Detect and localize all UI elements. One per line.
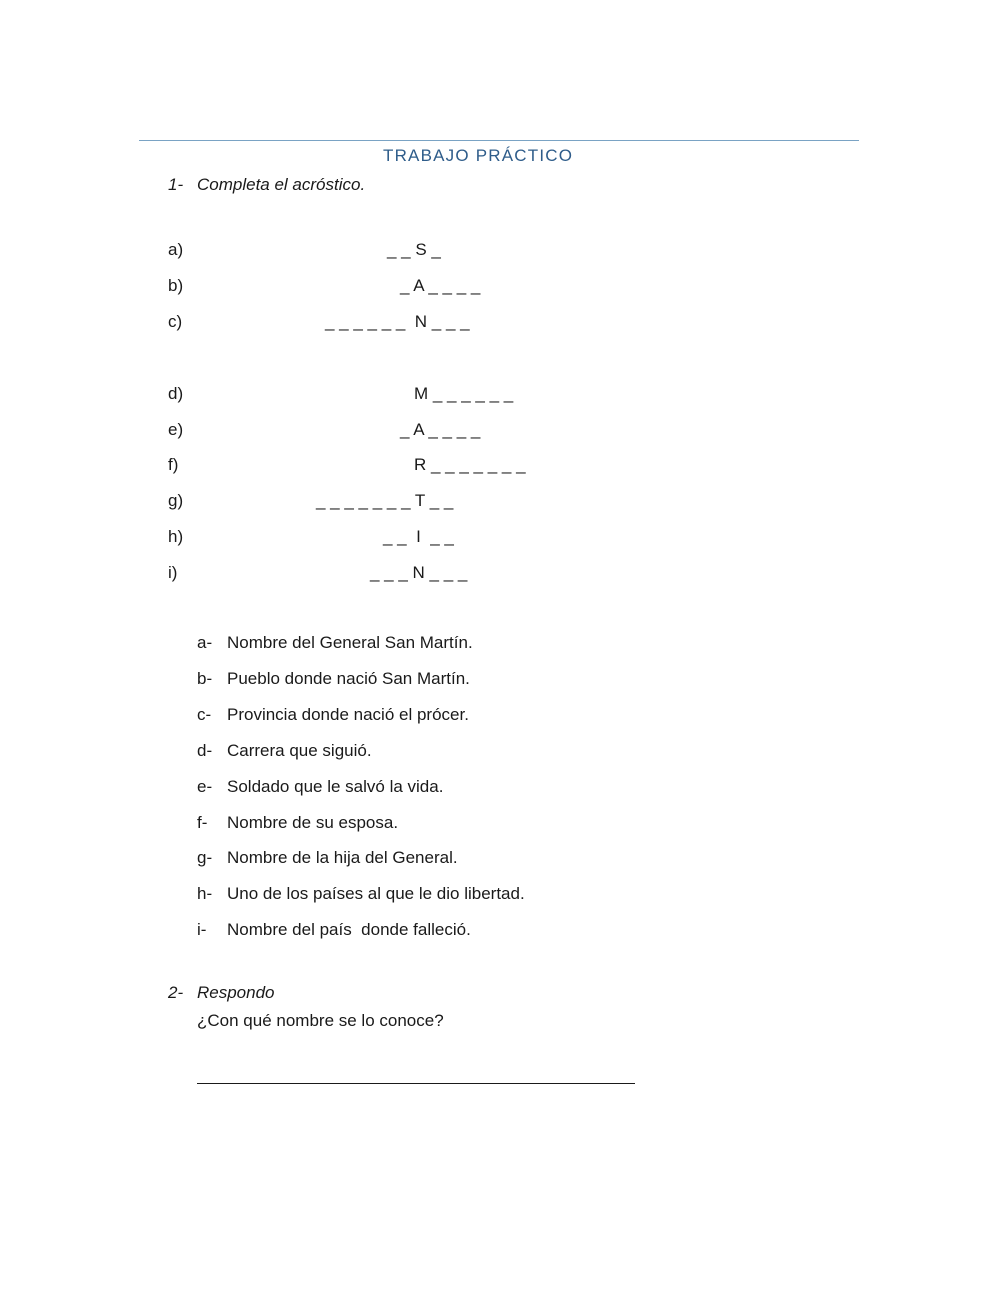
clue-text-g: Nombre de la hija del General.	[227, 848, 458, 867]
clue-text-b: Pueblo donde nació San Martín.	[227, 669, 470, 688]
answer-line[interactable]	[197, 1083, 635, 1084]
acrostic-label-e: e)	[168, 420, 184, 439]
clue-label-g: g-	[197, 848, 213, 867]
acrostic-pattern-d: M _ _ _ _ _ _	[414, 384, 514, 403]
acrostic-pattern-h: _ _ I _ _	[383, 527, 454, 546]
acrostic-label-h: h)	[168, 527, 184, 546]
q2-instruction: Respondo	[197, 983, 275, 1002]
acrostic-pattern-g: _ _ _ _ _ _ _ T _ _	[316, 491, 454, 510]
acrostic-label-b: b)	[168, 276, 184, 295]
acrostic-pattern-e: _ A _ _ _ _	[400, 420, 481, 439]
acrostic-label-a: a)	[168, 240, 184, 259]
acrostic-label-c: c)	[168, 312, 183, 331]
clue-text-e: Soldado que le salvó la vida.	[227, 777, 444, 796]
q2-number: 2-	[168, 983, 184, 1002]
clue-text-a: Nombre del General San Martín.	[227, 633, 473, 652]
q1-number: 1-	[168, 175, 184, 194]
clue-text-c: Provincia donde nació el prócer.	[227, 705, 469, 724]
clue-label-e: e-	[197, 777, 213, 796]
acrostic-pattern-a: _ _ S _	[387, 240, 441, 259]
clue-text-d: Carrera que siguió.	[227, 741, 372, 760]
clue-label-i: i-	[197, 920, 207, 939]
q1-instruction: Completa el acróstico.	[197, 175, 366, 194]
acrostic-label-i: i)	[168, 563, 178, 582]
q2-question: ¿Con qué nombre se lo conoce?	[197, 1011, 444, 1030]
clue-label-a: a-	[197, 633, 213, 652]
clue-text-i: Nombre del país donde falleció.	[227, 920, 471, 939]
acrostic-label-f: f)	[168, 455, 179, 474]
acrostic-pattern-f: R _ _ _ _ _ _ _	[414, 455, 526, 474]
acrostic-pattern-b: _ A _ _ _ _	[400, 276, 481, 295]
clue-label-f: f-	[197, 813, 208, 832]
clue-label-b: b-	[197, 669, 213, 688]
clue-label-c: c-	[197, 705, 212, 724]
acrostic-pattern-i: _ _ _ N _ _ _	[370, 563, 468, 582]
acrostic-pattern-c: _ _ _ _ _ _ N _ _ _	[325, 312, 470, 331]
clue-text-h: Uno de los países al que le dio libertad.	[227, 884, 525, 903]
clue-text-f: Nombre de su esposa.	[227, 813, 399, 832]
acrostic-label-d: d)	[168, 384, 184, 403]
header-rule	[139, 140, 859, 141]
page-title: TRABAJO PRÁCTICO	[383, 146, 574, 165]
acrostic-label-g: g)	[168, 491, 184, 510]
clue-label-h: h-	[197, 884, 213, 903]
clue-label-d: d-	[197, 741, 213, 760]
